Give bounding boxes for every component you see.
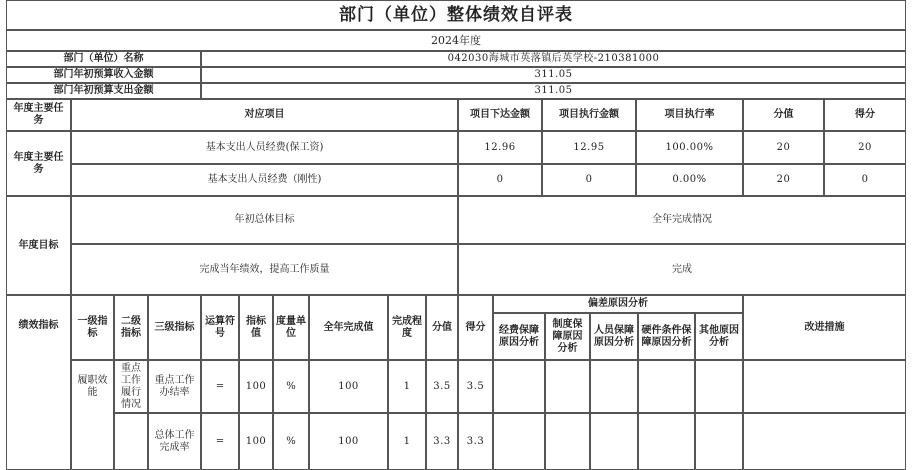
col-score-value: 分值 xyxy=(743,99,824,131)
task-row-rate: 0.00% xyxy=(636,164,743,196)
task-row-rate: 100.00% xyxy=(636,131,743,164)
col-unit: 度量单位 xyxy=(273,295,309,360)
task-row-allocated: 0 xyxy=(458,164,542,196)
ind-row-level3: 总体工作完成率 xyxy=(148,413,201,470)
level2-value: 重点工作履行情况 xyxy=(114,360,148,413)
page-title: 部门（单位）整体绩效自评表 xyxy=(6,0,906,30)
ind-row-improve xyxy=(743,413,906,470)
ind-row-dev-funding xyxy=(493,360,545,413)
task-row-executed: 0 xyxy=(542,164,636,196)
col-ind-score-value: 分值 xyxy=(426,295,458,360)
col-level3: 三级指标 xyxy=(148,295,201,360)
info-label-name: 部门（单位）名称 xyxy=(6,51,201,67)
task-row-score-value: 20 xyxy=(743,164,824,196)
goals-left-header: 年初总体目标 xyxy=(71,196,458,244)
task-row-allocated: 12.96 xyxy=(458,131,542,164)
col-level2: 二级指标 xyxy=(114,295,148,360)
info-label-expense: 部门年初预算支出金额 xyxy=(6,83,201,99)
level2-empty xyxy=(114,413,148,470)
col-score: 得分 xyxy=(824,99,906,131)
info-label-income: 部门年初预算收入金额 xyxy=(6,67,201,83)
task-row-executed: 12.95 xyxy=(542,131,636,164)
col-dev-system: 制度保障原因分析 xyxy=(545,313,590,360)
ind-row-operator: = xyxy=(201,360,239,413)
ind-row-dev-other xyxy=(695,360,743,413)
col-dev-hardware: 硬件条件保障原因分析 xyxy=(638,313,695,360)
goals-label: 年度目标 xyxy=(6,196,71,295)
ind-row-unit: % xyxy=(273,360,309,413)
level1-value: 履职效能 xyxy=(71,360,114,470)
col-ind-score: 得分 xyxy=(458,295,493,360)
goals-right-header: 全年完成情况 xyxy=(458,196,906,244)
col-target: 指标值 xyxy=(239,295,273,360)
col-degree: 完成程度 xyxy=(388,295,426,360)
col-dev-funding: 经费保障原因分析 xyxy=(493,313,545,360)
task-row-item: 基本支出人员经费(保工资) xyxy=(71,131,458,164)
ind-row-dev-system xyxy=(545,360,590,413)
info-value-expense: 311.05 xyxy=(201,83,906,99)
evaluation-table xyxy=(6,0,906,470)
task-row-item: 基本支出人员经费（刚性) xyxy=(71,164,458,196)
col-completed: 全年完成值 xyxy=(309,295,388,360)
col-dev-other: 其他原因分析 xyxy=(695,313,743,360)
ind-row-score: 3.5 xyxy=(458,360,493,413)
col-deviation: 偏差原因分析 xyxy=(493,295,743,313)
goals-left-text: 完成当年绩效，提高工作质量 xyxy=(71,244,458,295)
task-row-score-value: 20 xyxy=(743,131,824,164)
col-dev-staff: 人员保障原因分析 xyxy=(590,313,638,360)
col-rate: 项目执行率 xyxy=(636,99,743,131)
ind-row-score: 3.3 xyxy=(458,413,493,470)
ind-row-unit: % xyxy=(273,413,309,470)
ind-row-degree: 1 xyxy=(388,360,426,413)
ind-row-level3: 重点工作办结率 xyxy=(148,360,201,413)
info-value-income: 311.05 xyxy=(201,67,906,83)
ind-row-dev-system xyxy=(545,413,590,470)
ind-row-dev-staff xyxy=(590,360,638,413)
ind-row-completed: 100 xyxy=(309,360,388,413)
col-improve: 改进措施 xyxy=(743,295,906,360)
goals-right-text: 完成 xyxy=(458,244,906,295)
task-row-score: 20 xyxy=(824,131,906,164)
col-executed: 项目执行金额 xyxy=(542,99,636,131)
ind-row-completed: 100 xyxy=(309,413,388,470)
ind-row-dev-funding xyxy=(493,413,545,470)
ind-row-improve xyxy=(743,360,906,413)
tasks-header-label: 年度主要任务 xyxy=(6,99,71,131)
ind-row-score-value: 3.5 xyxy=(426,360,458,413)
ind-row-dev-staff xyxy=(590,413,638,470)
info-value-name: 042030海城市英落镇后英学校-210381000 xyxy=(201,51,906,67)
ind-row-dev-other xyxy=(695,413,743,470)
ind-row-score-value: 3.3 xyxy=(426,413,458,470)
col-operator: 运算符号 xyxy=(201,295,239,360)
ind-row-target: 100 xyxy=(239,360,273,413)
indicators-label: 绩效指标 xyxy=(6,295,71,470)
tasks-side-label: 年度主要任务 xyxy=(6,131,71,196)
ind-row-dev-hardware xyxy=(638,360,695,413)
col-level1: 一级指标 xyxy=(71,295,114,360)
ind-row-target: 100 xyxy=(239,413,273,470)
col-project: 对应项目 xyxy=(71,99,458,131)
task-row-score: 0 xyxy=(824,164,906,196)
ind-row-operator: = xyxy=(201,413,239,470)
ind-row-degree: 1 xyxy=(388,413,426,470)
year-label: 2024年度 xyxy=(6,30,906,51)
ind-row-dev-hardware xyxy=(638,413,695,470)
col-allocated: 项目下达金额 xyxy=(458,99,542,131)
